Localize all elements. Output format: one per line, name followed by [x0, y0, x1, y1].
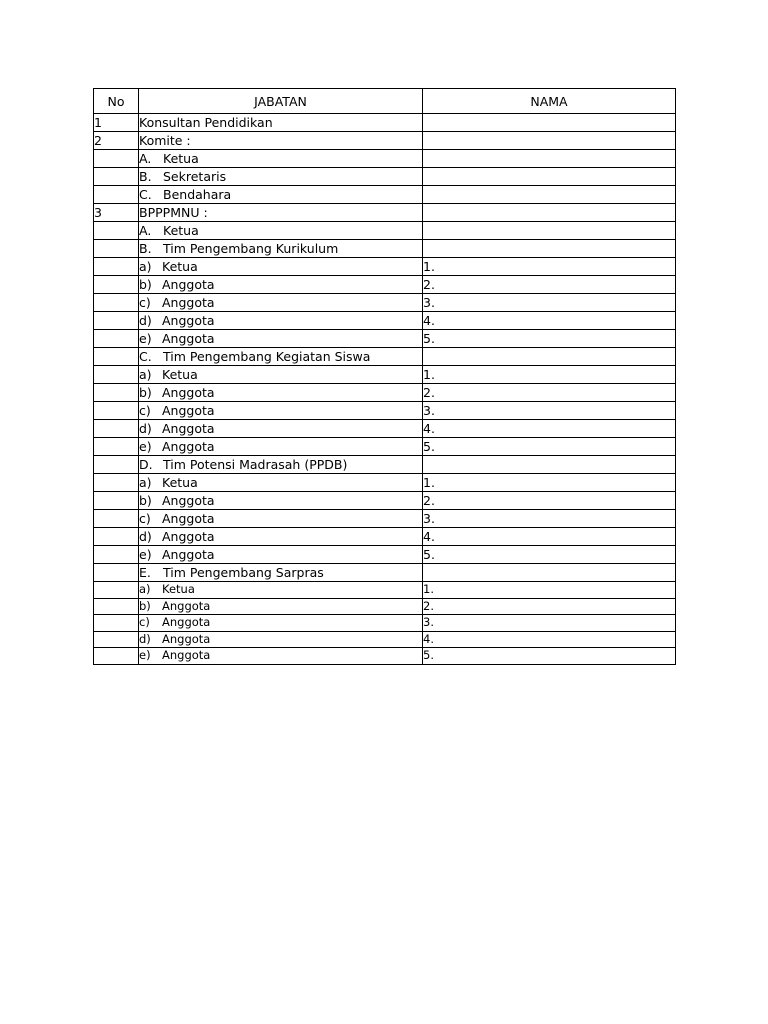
table-row [94, 240, 676, 258]
jabatan-label: Anggota [162, 385, 215, 400]
table-row [94, 648, 676, 665]
list-marker: B. [139, 241, 152, 256]
nama-cell [423, 222, 676, 240]
jabatan-cell [139, 402, 423, 420]
jabatan-cell [139, 384, 423, 402]
list-marker: b) [139, 598, 151, 613]
nama-cell: 5. [423, 330, 676, 348]
jabatan-label: Bendahara [163, 187, 232, 202]
list-marker: a) [139, 367, 152, 382]
list-marker: C. [139, 187, 152, 202]
nama-cell: 3. [423, 510, 676, 528]
nama-cell [423, 348, 676, 366]
nama-cell [423, 456, 676, 474]
list-marker: c) [139, 511, 151, 526]
jabatan-label: Anggota [162, 277, 215, 292]
table-row [94, 258, 676, 276]
table-row [94, 186, 676, 204]
jabatan-cell [139, 276, 423, 294]
list-marker: c) [139, 615, 150, 630]
row-number [94, 258, 139, 276]
list-marker: C. [139, 349, 152, 364]
list-marker: b) [139, 493, 152, 508]
row-number [94, 564, 139, 582]
jabatan-label: Anggota [162, 547, 215, 562]
row-number [94, 294, 139, 312]
table-row [94, 510, 676, 528]
table-row [94, 564, 676, 582]
row-number [94, 366, 139, 384]
row-number [94, 582, 139, 599]
jabatan-label: Ketua [162, 367, 198, 382]
jabatan-label: Ketua [162, 259, 198, 274]
list-marker: e) [139, 547, 152, 562]
table-row [94, 456, 676, 474]
list-marker: A. [139, 151, 152, 166]
list-marker: b) [139, 385, 152, 400]
row-number [94, 598, 139, 615]
jabatan-label: Komite : [139, 133, 191, 148]
row-number [94, 150, 139, 168]
jabatan-cell [139, 474, 423, 492]
jabatan-cell [139, 240, 423, 258]
jabatan-cell [139, 186, 423, 204]
nama-cell: 2. [423, 492, 676, 510]
jabatan-cell [139, 204, 423, 222]
nama-cell [423, 564, 676, 582]
nama-cell [423, 186, 676, 204]
nama-cell: 3. [423, 615, 676, 632]
jabatan-label: Sekretaris [163, 169, 227, 184]
nama-cell: 2. [423, 384, 676, 402]
table-row [94, 168, 676, 186]
jabatan-label: Tim Pengembang Sarpras [163, 565, 324, 580]
row-number [94, 648, 139, 665]
list-marker: e) [139, 331, 152, 346]
jabatan-label: BPPPMNU : [139, 205, 208, 220]
table-row [94, 615, 676, 632]
row-number [94, 456, 139, 474]
jabatan-cell [139, 150, 423, 168]
jabatan-label: Anggota [162, 313, 215, 328]
list-marker: A. [139, 223, 152, 238]
jabatan-label: Konsultan Pendidikan [139, 115, 273, 130]
list-marker: b) [139, 277, 152, 292]
table-row [94, 348, 676, 366]
table-row [94, 582, 676, 599]
jabatan-label: Anggota [162, 493, 215, 508]
list-marker: B. [139, 169, 152, 184]
row-number [94, 240, 139, 258]
table-row [94, 276, 676, 294]
jabatan-cell [139, 132, 423, 150]
row-number [94, 168, 139, 186]
row-number [94, 615, 139, 632]
table-row [94, 294, 676, 312]
header-no: No [94, 89, 139, 114]
jabatan-label: Ketua [162, 475, 198, 490]
nama-cell: 1. [423, 366, 676, 384]
row-number [94, 474, 139, 492]
jabatan-cell [139, 114, 423, 132]
jabatan-label: Anggota [162, 529, 215, 544]
list-marker: d) [139, 313, 152, 328]
nama-cell [423, 132, 676, 150]
nama-cell [423, 240, 676, 258]
jabatan-cell [139, 258, 423, 276]
list-marker: e) [139, 439, 152, 454]
jabatan-label: Anggota [162, 648, 211, 663]
nama-cell [423, 114, 676, 132]
jabatan-label: Anggota [162, 598, 211, 613]
list-marker: d) [139, 529, 152, 544]
header-jabatan: JABATAN [139, 89, 423, 114]
jabatan-cell [139, 366, 423, 384]
list-marker: e) [139, 648, 151, 663]
jabatan-label: Tim Potensi Madrasah (PPDB) [163, 457, 348, 472]
jabatan-cell [139, 528, 423, 546]
jabatan-cell [139, 492, 423, 510]
list-marker: a) [139, 475, 152, 490]
nama-cell: 1. [423, 582, 676, 599]
list-marker: c) [139, 295, 151, 310]
row-number [94, 546, 139, 564]
jabatan-label: Anggota [162, 295, 215, 310]
table-row [94, 598, 676, 615]
nama-cell: 4. [423, 420, 676, 438]
jabatan-cell [139, 631, 423, 648]
row-number [94, 348, 139, 366]
nama-cell: 2. [423, 276, 676, 294]
nama-cell: 4. [423, 312, 676, 330]
row-number [94, 438, 139, 456]
row-number [94, 510, 139, 528]
jabatan-label: Tim Pengembang Kurikulum [163, 241, 339, 256]
row-number [94, 222, 139, 240]
jabatan-label: Ketua [163, 151, 199, 166]
list-marker: D. [139, 457, 153, 472]
jabatan-cell [139, 615, 423, 632]
jabatan-label: Tim Pengembang Kegiatan Siswa [163, 349, 371, 364]
nama-cell [423, 168, 676, 186]
table-row [94, 222, 676, 240]
table-row [94, 492, 676, 510]
list-marker: a) [139, 582, 151, 596]
list-marker: a) [139, 259, 152, 274]
jabatan-label: Anggota [162, 439, 215, 454]
nama-cell: 1. [423, 258, 676, 276]
table-row [94, 402, 676, 420]
list-marker: c) [139, 403, 151, 418]
nama-cell: 5. [423, 438, 676, 456]
list-marker: d) [139, 631, 151, 646]
table-row [94, 528, 676, 546]
row-number [94, 384, 139, 402]
jabatan-label: Anggota [162, 631, 211, 646]
row-number [94, 276, 139, 294]
table-row [94, 150, 676, 168]
nama-cell: 5. [423, 546, 676, 564]
row-number [94, 492, 139, 510]
nama-cell [423, 204, 676, 222]
jabatan-label: Anggota [162, 511, 215, 526]
table-row [94, 420, 676, 438]
jabatan-cell [139, 420, 423, 438]
jabatan-cell [139, 168, 423, 186]
jabatan-cell [139, 510, 423, 528]
table-body [94, 114, 676, 665]
jabatan-label: Anggota [162, 421, 215, 436]
jabatan-cell [139, 294, 423, 312]
row-number [94, 186, 139, 204]
nama-cell: 3. [423, 402, 676, 420]
nama-cell: 4. [423, 631, 676, 648]
jabatan-table [93, 88, 676, 665]
jabatan-label: Anggota [162, 615, 211, 630]
list-marker: E. [139, 565, 151, 580]
table-row [94, 132, 676, 150]
table-row [94, 366, 676, 384]
jabatan-label: Ketua [163, 223, 199, 238]
table-row [94, 474, 676, 492]
jabatan-cell [139, 582, 423, 599]
nama-cell: 2. [423, 598, 676, 615]
jabatan-label: Ketua [162, 582, 195, 596]
jabatan-cell [139, 312, 423, 330]
jabatan-cell [139, 546, 423, 564]
jabatan-cell [139, 648, 423, 665]
row-number [94, 312, 139, 330]
jabatan-cell [139, 438, 423, 456]
nama-cell: 4. [423, 528, 676, 546]
table-row [94, 631, 676, 648]
table-row [94, 384, 676, 402]
row-number [94, 420, 139, 438]
jabatan-cell [139, 222, 423, 240]
row-number: 1 [94, 114, 139, 132]
row-number [94, 631, 139, 648]
table-row [94, 204, 676, 222]
table-row [94, 312, 676, 330]
table-row [94, 546, 676, 564]
row-number [94, 330, 139, 348]
table-row [94, 330, 676, 348]
nama-cell: 5. [423, 648, 676, 665]
jabatan-label: Anggota [162, 331, 215, 346]
table-row [94, 114, 676, 132]
jabatan-cell [139, 330, 423, 348]
jabatan-cell [139, 598, 423, 615]
row-number [94, 402, 139, 420]
list-marker: d) [139, 421, 152, 436]
jabatan-cell [139, 348, 423, 366]
nama-cell: 1. [423, 474, 676, 492]
nama-cell [423, 150, 676, 168]
jabatan-label: Anggota [162, 403, 215, 418]
row-number [94, 528, 139, 546]
nama-cell: 3. [423, 294, 676, 312]
header-nama: NAMA [423, 89, 676, 114]
jabatan-cell [139, 456, 423, 474]
row-number: 3 [94, 204, 139, 222]
table-row [94, 438, 676, 456]
jabatan-cell [139, 564, 423, 582]
row-number: 2 [94, 132, 139, 150]
table-header-row [94, 89, 676, 114]
